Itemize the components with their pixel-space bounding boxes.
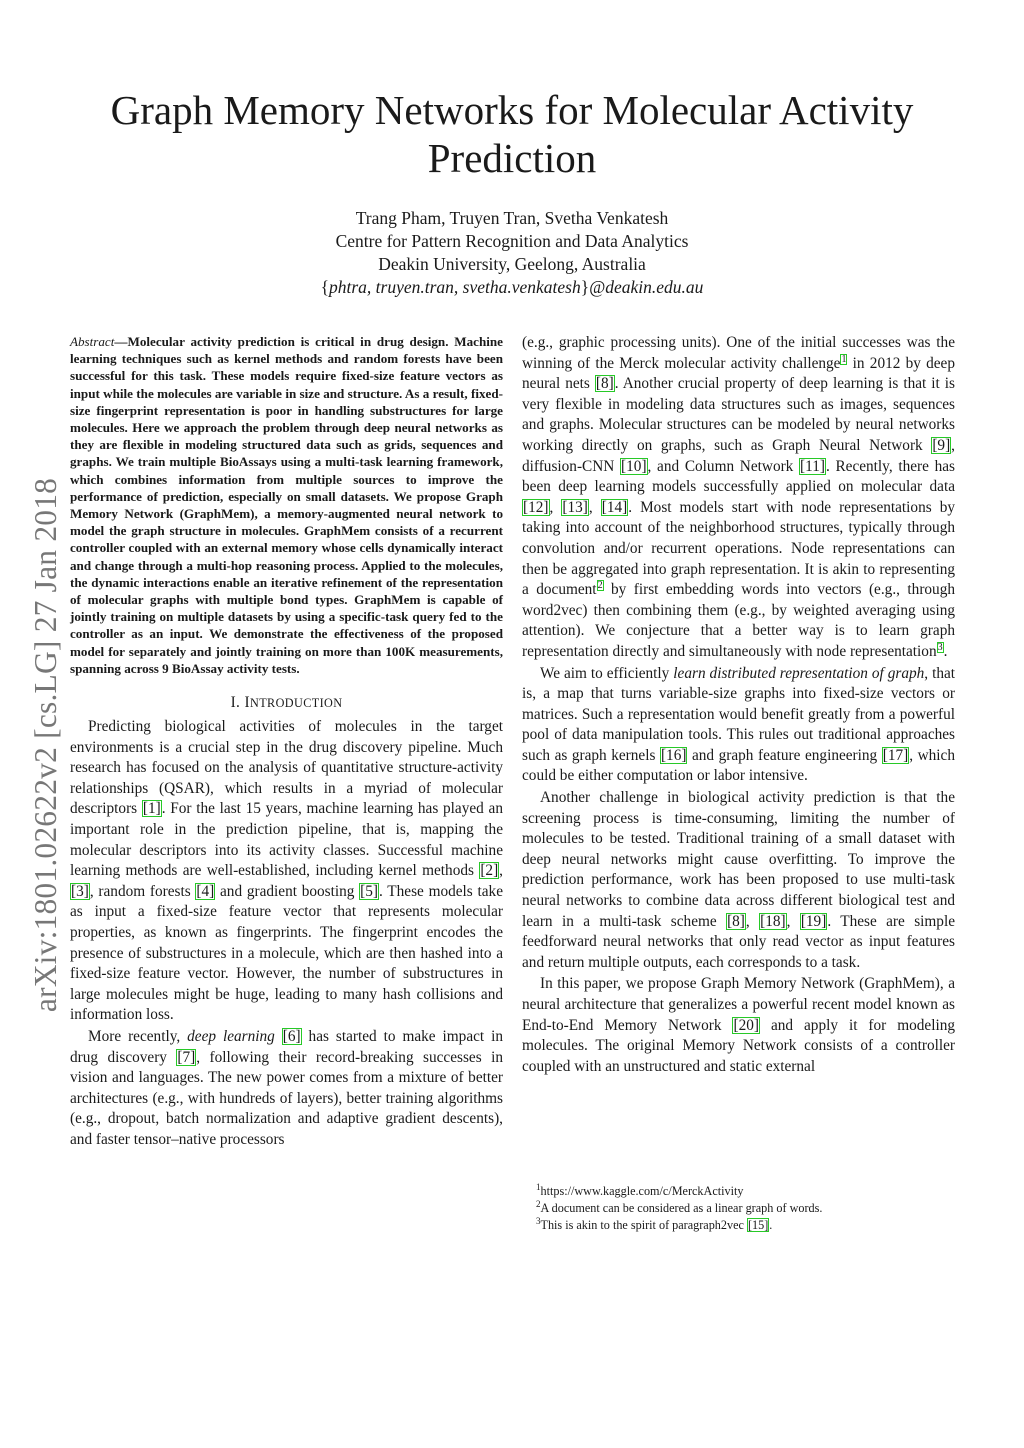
footnote-link[interactable]: 2	[597, 580, 603, 592]
email-brace-close: }	[580, 277, 590, 297]
left-column	[70, 333, 503, 1151]
footnote-2	[522, 1200, 955, 1217]
author-names: Trang Pham, Truyen Tran, Svetha Venkatesh	[355, 208, 669, 228]
intro-paragraph-1: Predicting biological activities of molecules in the target environments is a crucial step in the drug discovery pipeline. Much research has focused on the analysis of quantitative structure-activity relationships (QSAR), which results in a myriad of molecular descriptors [1]. For the last 15 years, machine learning has played an important role in the prediction pipeline, that is, mapping the molecular descriptors into its activity classes. Successful machine learning methods are well-established, including kernel methods [2], [3], random forests [4] and gradient boosting [5]. These models take as input a fixed-size feature vector that represents molecular properties, as known as fingerprints. The fingerprint encodes the presence of substructures in a molecule, which are then hashed into a fixed-size feature vector. However, the number of substructures in large molecules might be huge, leading to many hash collisions and information loss.	[70, 718, 503, 1024]
footnote-marker: 2	[536, 1198, 541, 1209]
abstract	[70, 333, 503, 677]
footnote-link[interactable]: 1	[841, 353, 847, 365]
affiliation-university: Deakin University, Geelong, Australia	[378, 254, 646, 274]
citation-link[interactable]: [8]	[727, 912, 745, 930]
affiliation-centre: Centre for Pattern Recognition and Data Analytics	[335, 231, 689, 251]
right-column	[522, 333, 955, 1077]
citation-link[interactable]: [3]	[71, 882, 89, 900]
footnote-marker: 3	[536, 1215, 541, 1226]
citation-link[interactable]: [7]	[177, 1048, 196, 1066]
abstract-text: —Molecular activity prediction is critical in drug design. Machine learning techniques such as kernel methods and random forests have been successful for this task. These models require fixed-size feature vectors as input while the molecules are variable in size and structure. As a result, fixed-size fingerprint representation is poor in handling substructures for large molecules. Here we approach the problem through deep neural networks as they are flexible in modeling structured data such as grids, sequences and graphs. We train multiple BioAssays using a multi-task learning framework, which combines information from multiple sources to improve the performance of prediction, especially on small datasets. We propose Graph Memory Network (GraphMem), a memory-augmented neural network to model the graph structure in molecules. GraphMem consists of a recurrent controller coupled with an external memory whose cells dynamically interact and change through a multi-hop reasoning process. Applied to the molecules, the dynamic interactions enable an iterative refinement of the representation of molecular graphs with multiple bond types. GraphMem is capable of jointly training on multiple datasets by using a specific-task query fed to the controller as an input. We demonstrate the effectiveness of the proposed model for separately and jointly training on more than 100K measurements, spanning across 9 BioAssay activity tests.	[70, 334, 503, 676]
intro-paragraph-3: We aim to efficiently learn distributed representation of graph, that is, a map that turns variable-size graphs into fixed-size vectors or matrices. Such a representation would benefit greatly from a powerful pool of data manipulation tools. This rules out traditional approaches such as graph kernels [16] and graph feature engineering [17], which could be either computation or labor intensive.	[522, 664, 956, 785]
footnote-3: $^3$This is akin to the spirit of paragraph2vec [15].	[536, 1215, 773, 1232]
section-number: I.	[230, 694, 245, 712]
intro-paragraph-5: In this paper, we propose Graph Memory Network (GraphMem), a neural architecture that generalizes a powerful recent model known as End-to-End Memory Network [20] and apply it for modeling molecules. The original Memory Network consists of a controller coupled with an unstructured and static external	[522, 975, 956, 1075]
citation-link[interactable]: [18]	[760, 912, 786, 930]
section-heading-introduction	[70, 693, 503, 713]
citation-link[interactable]: [9]	[932, 436, 951, 454]
footnotes	[522, 1183, 955, 1234]
author-block	[60, 207, 964, 299]
email-brace-open: {	[320, 277, 329, 297]
paper-title-line-1: Graph Memory Networks for Molecular Activity	[110, 87, 914, 133]
citation-link[interactable]: [17]	[882, 746, 909, 764]
footnote-link[interactable]: 3	[937, 641, 943, 653]
citation-link[interactable]: [2]	[480, 862, 499, 880]
intro-paragraph-2-continued: (e.g., graphic processing units). One of the initial successes was the winning of the Merck molecular activity challenge$^1$ in 2012 by deep neural nets [8]. Another crucial property of deep learning is that it is very flexible in modeling data structures such as images, sequences and graphs. Molecular structures can be modeled by neural networks working directly on graphs, such as Graph Neural Network [9], diffusion-CNN [10], and Column Network [11]. Recently, there has been deep learning models successfully applied on molecular data [12], [13], [14]. Most models start with node representations by taking into account of the neighborhood structures, typically through convolution and/or recurrent operations. Node representations can then be aggregated into graph representation. It is akin to representing a document$^2$ by first embedding words into vectors (e.g., through word2vec) then combining them (e.g., by weighted averaging using attention). We conjecture that a better way is to learn graph representation directly and simultaneously with node representation$^3$.	[522, 334, 956, 660]
citation-link[interactable]: [19]	[800, 912, 827, 930]
citation-link[interactable]: [20]	[733, 1016, 759, 1034]
citation-link[interactable]: [11]	[800, 457, 825, 475]
footnote-1	[522, 1183, 955, 1200]
citation-link[interactable]: [4]	[196, 882, 215, 900]
citation-link[interactable]: [14]	[601, 498, 628, 516]
footnote-text: This is akin to the spirit of paragraph2vec	[540, 1218, 747, 1232]
arxiv-identifier: arXiv:1801.02622v2 [cs.LG] 27 Jan 2018	[28, 477, 63, 1013]
citation-link[interactable]: [16]	[660, 746, 687, 764]
citation-link[interactable]: [1]	[142, 800, 161, 818]
paper-title	[60, 86, 964, 182]
section-title-rest: NTRODUCTION	[250, 696, 343, 711]
section-initial: I	[244, 694, 251, 712]
email-usernames: phtra, truyen.tran, svetha.venkatesh	[328, 277, 581, 297]
footnote-text[interactable]: https://www.kaggle.com/c/MerckActivity	[540, 1184, 744, 1198]
footnote-text: A document can be considered as a linear graph of words.	[540, 1201, 823, 1215]
footnote-marker: 1	[536, 1181, 541, 1192]
citation-link[interactable]: [13]	[562, 498, 588, 516]
citation-link[interactable]: [5]	[360, 882, 378, 900]
citation-link[interactable]: [10]	[621, 457, 647, 475]
abstract-label: Abstract	[70, 334, 115, 349]
paper-title-line-2: Prediction	[427, 135, 597, 181]
email-domain: @deakin.edu.au	[589, 277, 704, 297]
citation-link[interactable]: [12]	[523, 498, 549, 516]
author-emails	[60, 276, 964, 299]
intro-paragraph-2: More recently, deep learning [6] has started to make impact in drug discovery [7], following their record-breaking successes in vision and languages. The new power comes from a mixture of better architectures (e.g., with hundreds of layers), better training algorithms (e.g., dropout, batch normalization and adaptive gradient descents), and faster tensor–native processors	[70, 1027, 503, 1148]
intro-paragraph-4: Another challenge in biological activity prediction is that the screening process is time-consuming, limiting the number of molecules to be tested. Traditional training of a small dataset with deep neural networks might cause overfitting. To improve the prediction performance, work has been proposed to use multi-task neural networks to combine data across different biological test and learn in a multi-task scheme [8], [18], [19]. These are simple feedforward neural networks that only read vector as input features and return multiple outputs, each corresponds to a task.	[522, 789, 955, 971]
citation-link[interactable]: [8]	[595, 375, 614, 393]
citation-link[interactable]: [15]	[747, 1218, 769, 1232]
citation-link[interactable]: [6]	[282, 1027, 301, 1045]
